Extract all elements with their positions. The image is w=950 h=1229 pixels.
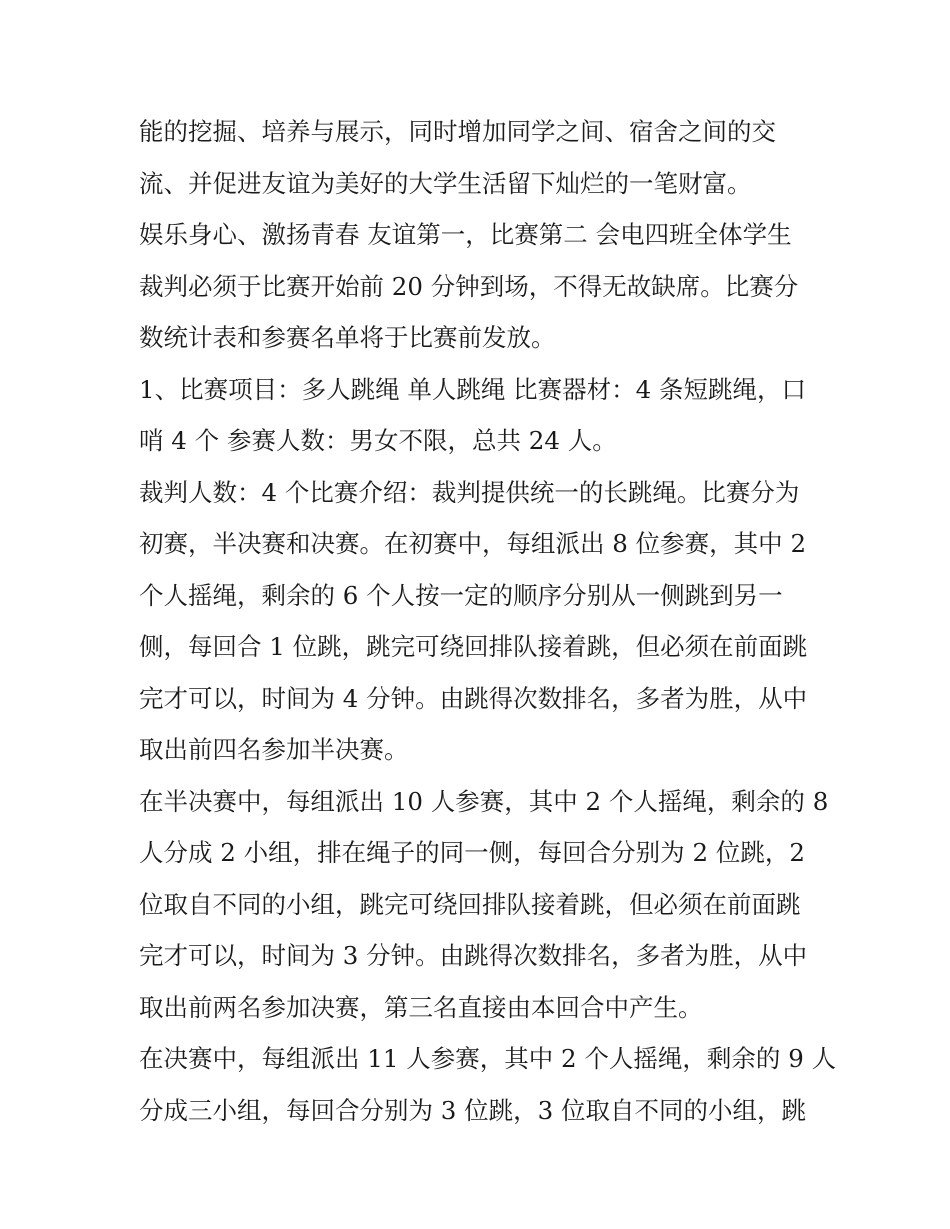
text-line: 1、比赛项目：多人跳绳 单人跳绳 比赛器材：4 条短跳绳，口	[139, 374, 807, 404]
text-line: 初赛，半决赛和决赛。在初赛中，每组派出 8 位参赛，其中 2	[139, 529, 807, 558]
text-line: 位取自不同的小组，跳完可绕回排队接着跳，但必须在前面跳	[139, 889, 801, 919]
text-line: 侧，每回合 1 位跳，跳完可绕回排队接着跳，但必须在前面跳	[139, 632, 808, 661]
text-line: 完才可以，时间为 4 分钟。由跳得次数排名，多者为胜，从中	[139, 683, 808, 713]
text-line: 在决赛中，每组派出 11 人参赛，其中 2 个人摇绳，剩余的 9 人	[139, 1044, 837, 1073]
text-line: 哨 4 个 参赛人数：男女不限，总共 24 人。	[139, 426, 617, 455]
text-line: 分成三小组，每回合分别为 3 位跳，3 位取自不同的小组，跳	[139, 1095, 807, 1125]
text-line: 能的挖掘、培养与展示，同时增加同学之间、宿舍之间的交	[139, 117, 776, 146]
text-line: 人分成 2 小组，排在绳子的同一侧，每回合分别为 2 位跳，2	[139, 838, 805, 867]
text-line: 数统计表和参赛名单将于比赛前发放。	[139, 323, 556, 352]
document-body	[139, 106, 837, 1136]
text-line: 完才可以，时间为 3 分钟。由跳得次数排名，多者为胜，从中	[139, 941, 808, 970]
text-line: 取出前四名参加半决赛。	[139, 735, 409, 764]
text-line: 个人摇绳，剩余的 6 个人按一定的顺序分别从一侧跳到另一	[139, 580, 783, 610]
text-line: 取出前两名参加决赛，第三名直接由本回合中产生。	[139, 992, 703, 1022]
text-line: 流、并促进友谊为美好的大学生活留下灿烂的一笔财富。	[139, 168, 752, 198]
text-line: 裁判必须于比赛开始前 20 分钟到场，不得无故缺席。比赛分	[139, 271, 799, 301]
text-line: 在半决赛中，每组派出 10 人参赛，其中 2 个人摇绳，剩余的 8	[139, 786, 829, 816]
text-line: 娱乐身心、激扬青春 友谊第一，比赛第二 会电四班全体学生	[139, 220, 792, 249]
text-line: 裁判人数：4 个比赛介绍：裁判提供统一的长跳绳。比赛分为	[139, 477, 800, 507]
